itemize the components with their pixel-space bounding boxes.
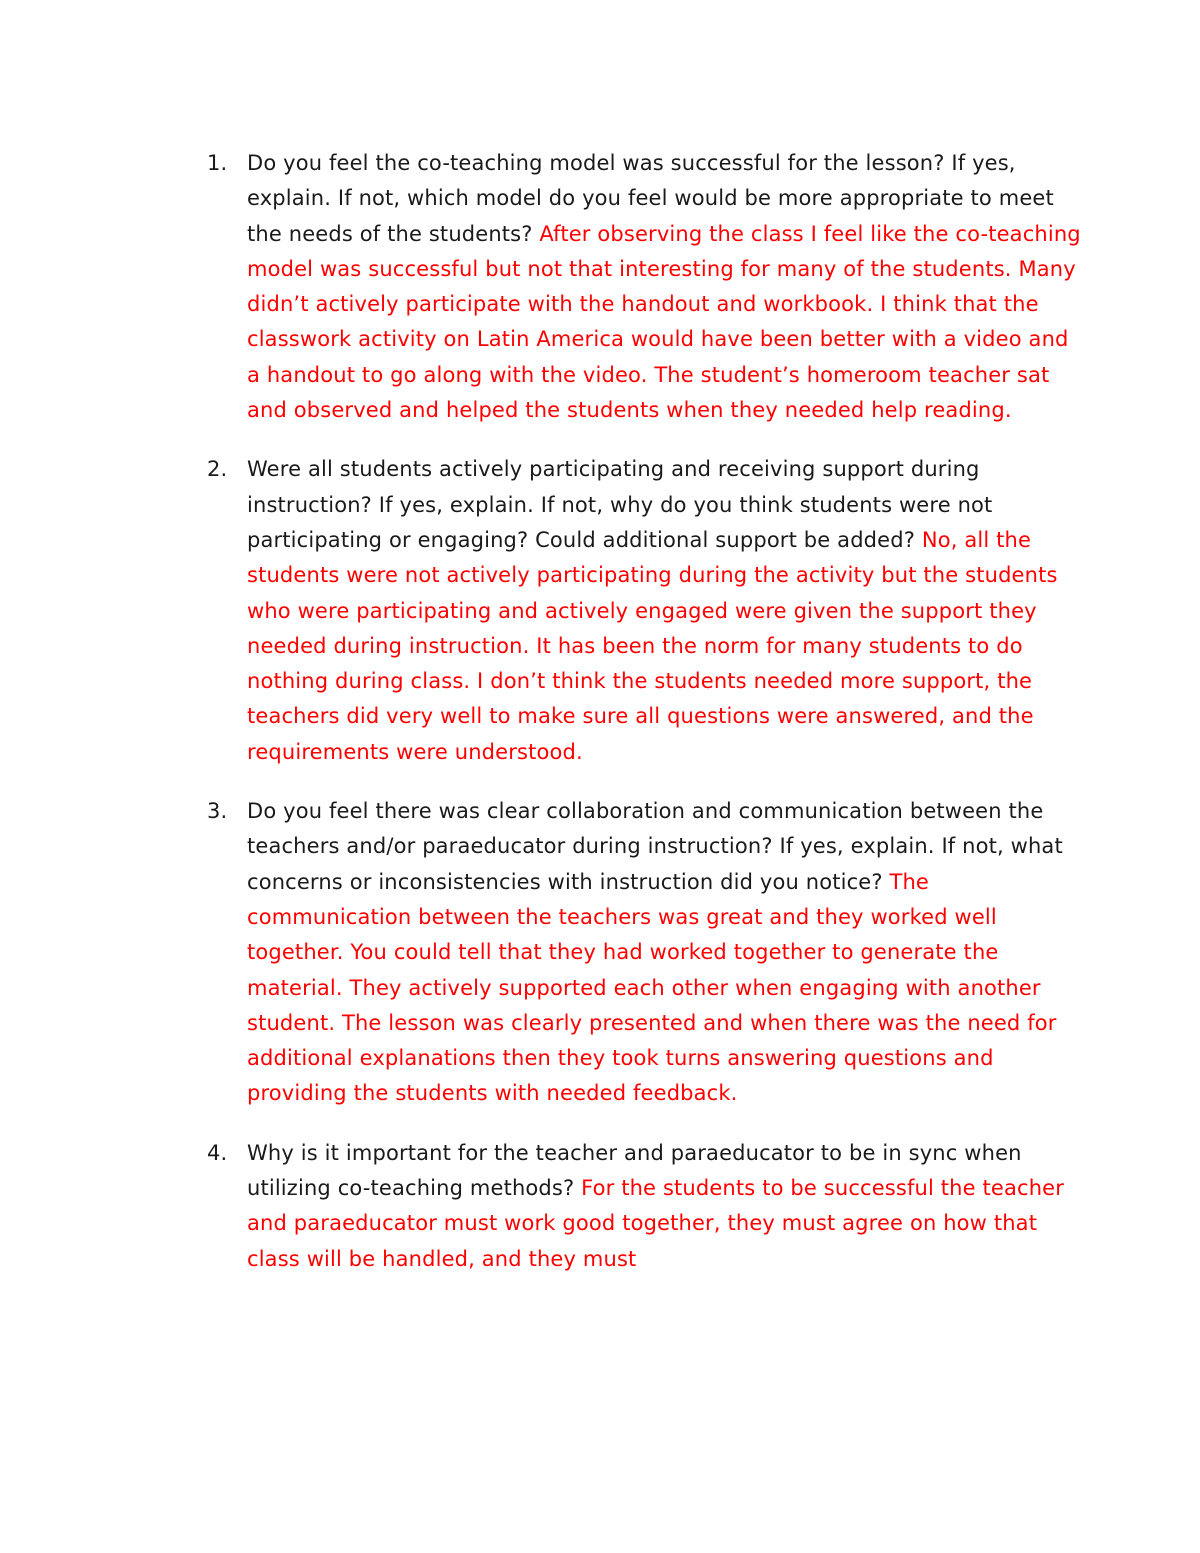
question-text: Why is it important for the teacher and paraeducator to be in sync when utilizing co-teaching methods? — [247, 1140, 1022, 1201]
question-text: Do you feel there was clear collaboration and communication between the teachers and/or paraeducator during instruction? If yes, explain. If not, what concerns or inconsistencies with instruction did you notice? — [247, 799, 1063, 894]
question-text: Do you feel the co-teaching model was successful for the lesson? If yes, explain. If not, which model do you feel would be more appropriate to meet the needs of the students? — [247, 151, 1054, 246]
question-body — [247, 146, 1087, 428]
question-item-3 — [207, 794, 1087, 1112]
question-list — [207, 146, 1087, 1301]
question-number: 4. — [207, 1140, 228, 1165]
question-item-4 — [207, 1136, 1087, 1277]
question-body — [247, 794, 1087, 1112]
question-body — [247, 1136, 1087, 1277]
question-number: 1. — [207, 151, 228, 175]
question-item-1 — [207, 146, 1087, 428]
question-text: Were all students actively participating and receiving support during instruction? If yes, explain. If not, why do you think students were not participating or engaging? Could additional support be added? — [247, 457, 993, 552]
answer-text: After observing the class I feel like the co-teaching model was successful but not that interesting for many of the students. Many didn’t actively participate with the handout and workbook. I think that the classwork activity on Latin America would have been better with a video and a handout to go along with the video. The student’s homeroom teacher sat and observed and helped the students when they needed help reading. — [247, 221, 1081, 423]
answer-text: The communication between the teachers was great and they worked well together. You could tell that they had worked together to generate the material. They actively supported each other when engaging with another student. The lesson was clearly presented and when there was the need for additional explanations then they took turns answering questions and providing the students with needed feedback. — [247, 869, 1057, 1106]
question-item-2 — [207, 452, 1087, 770]
question-number: 2. — [207, 457, 228, 482]
answer-text: For the students to be successful the teacher and paraeducator must work good together, they must agree on how that class will be handled, and they must — [247, 1176, 1065, 1271]
question-number: 3. — [207, 799, 228, 824]
question-body — [247, 452, 1087, 770]
answer-text: No, all the students were not actively participating during the activity but the students who were participating and actively engaged were given the support they needed during instruction. It has been the norm for many students to do nothing during class. I don’t think the students needed more support, the teachers did very well to make sure all questions were answered, and the requirements were understood. — [247, 527, 1058, 764]
